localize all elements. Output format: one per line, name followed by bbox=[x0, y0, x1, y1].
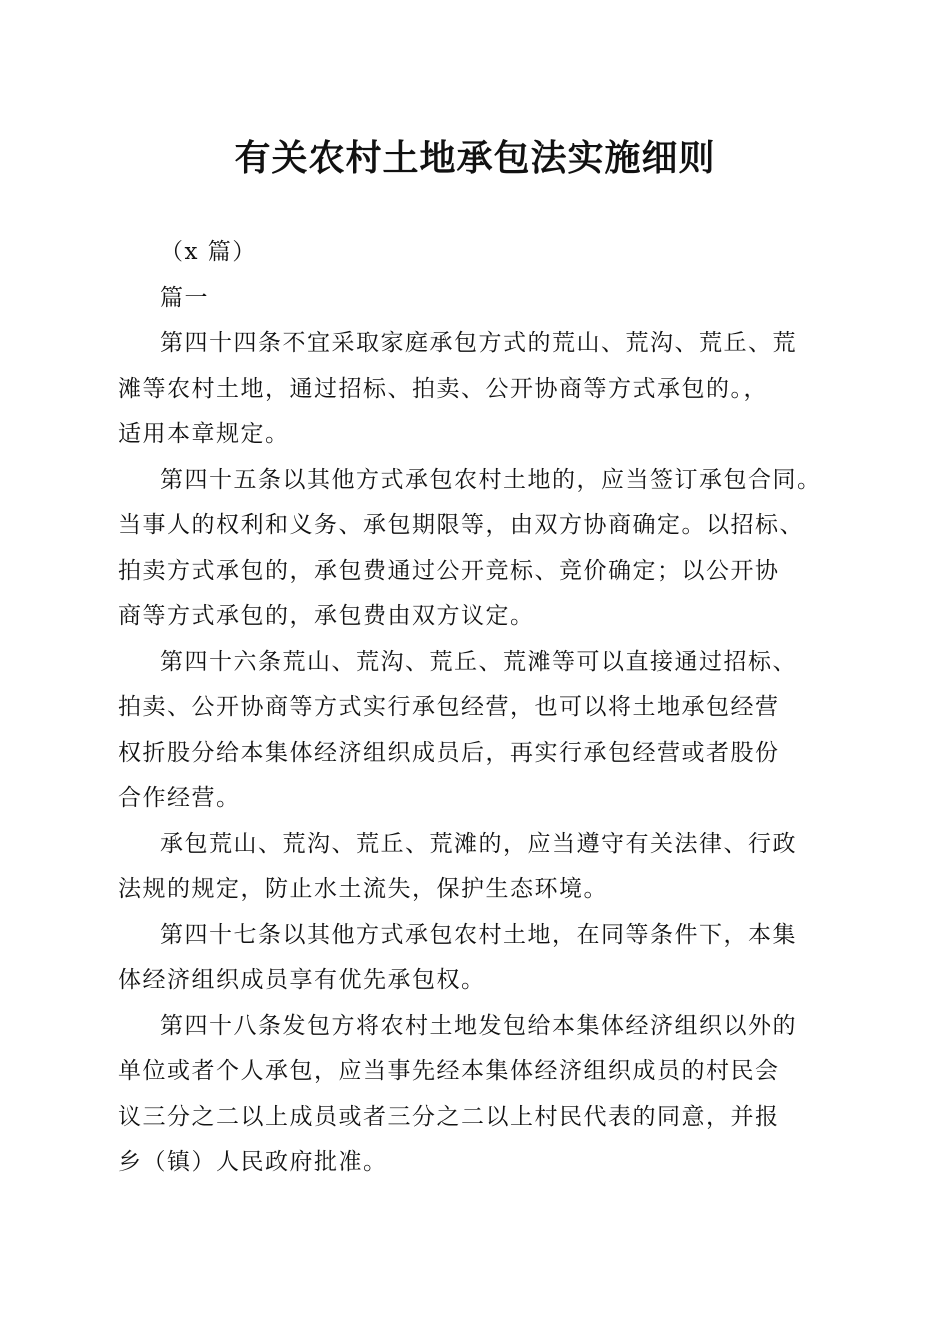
text-line: 合作经营。 bbox=[118, 785, 241, 811]
document-body bbox=[118, 230, 830, 1186]
text-line: 拍卖方式承包的，承包费通过公开竞标、竞价确定；以公开协 bbox=[118, 557, 780, 584]
text-line: 滩等农村土地，通过招标、拍卖、公开协商等方式承包的。， bbox=[118, 375, 768, 402]
text-line: 体经济组织成员享有优先承包权。 bbox=[118, 967, 486, 993]
text-line: 承包荒山、荒沟、荒丘、荒滩的，应当遵守有关法律、行政 bbox=[160, 830, 797, 857]
text-line: 第四十五条以其他方式承包农村土地的，应当签订承包合同。 bbox=[160, 466, 822, 493]
text-line: （x 篇） bbox=[160, 239, 257, 265]
text-line: 第四十八条发包方将农村土地发包给本集体经济组织以外的 bbox=[160, 1012, 797, 1039]
text-line: 议三分之二以上成员或者三分之二以上村民代表的同意，并报 bbox=[118, 1103, 780, 1130]
text-line: 第四十四条不宜采取家庭承包方式的荒山、荒沟、荒丘、荒 bbox=[160, 330, 797, 356]
text-line: 篇一 bbox=[160, 284, 209, 311]
text-line: 权折股分给本集体经济组织成员后，再实行承包经营或者股份 bbox=[118, 739, 780, 766]
text-line: 当事人的权利和义务、承包期限等，由双方协商确定。以招标、 bbox=[118, 512, 804, 538]
text-line: 乡（镇）人民政府批准。 bbox=[118, 1149, 388, 1175]
text-line: 适用本章规定。 bbox=[118, 421, 290, 447]
text-line: 拍卖、公开协商等方式实行承包经营，也可以将土地承包经营 bbox=[118, 694, 780, 720]
text-line: 单位或者个人承包，应当事先经本集体经济组织成员的村民会 bbox=[118, 1058, 780, 1084]
text-line: 法规的规定，防止水土流失，保护生态环境。 bbox=[118, 876, 608, 902]
document-title: 有关农村土地承包法实施细则 bbox=[234, 137, 716, 179]
text-line: 第四十六条荒山、荒沟、荒丘、荒滩等可以直接通过招标、 bbox=[160, 648, 797, 675]
text-line: 第四十七条以其他方式承包农村土地，在同等条件下，本集 bbox=[160, 921, 797, 948]
text-line: 商等方式承包的，承包费由双方议定。 bbox=[118, 603, 535, 629]
